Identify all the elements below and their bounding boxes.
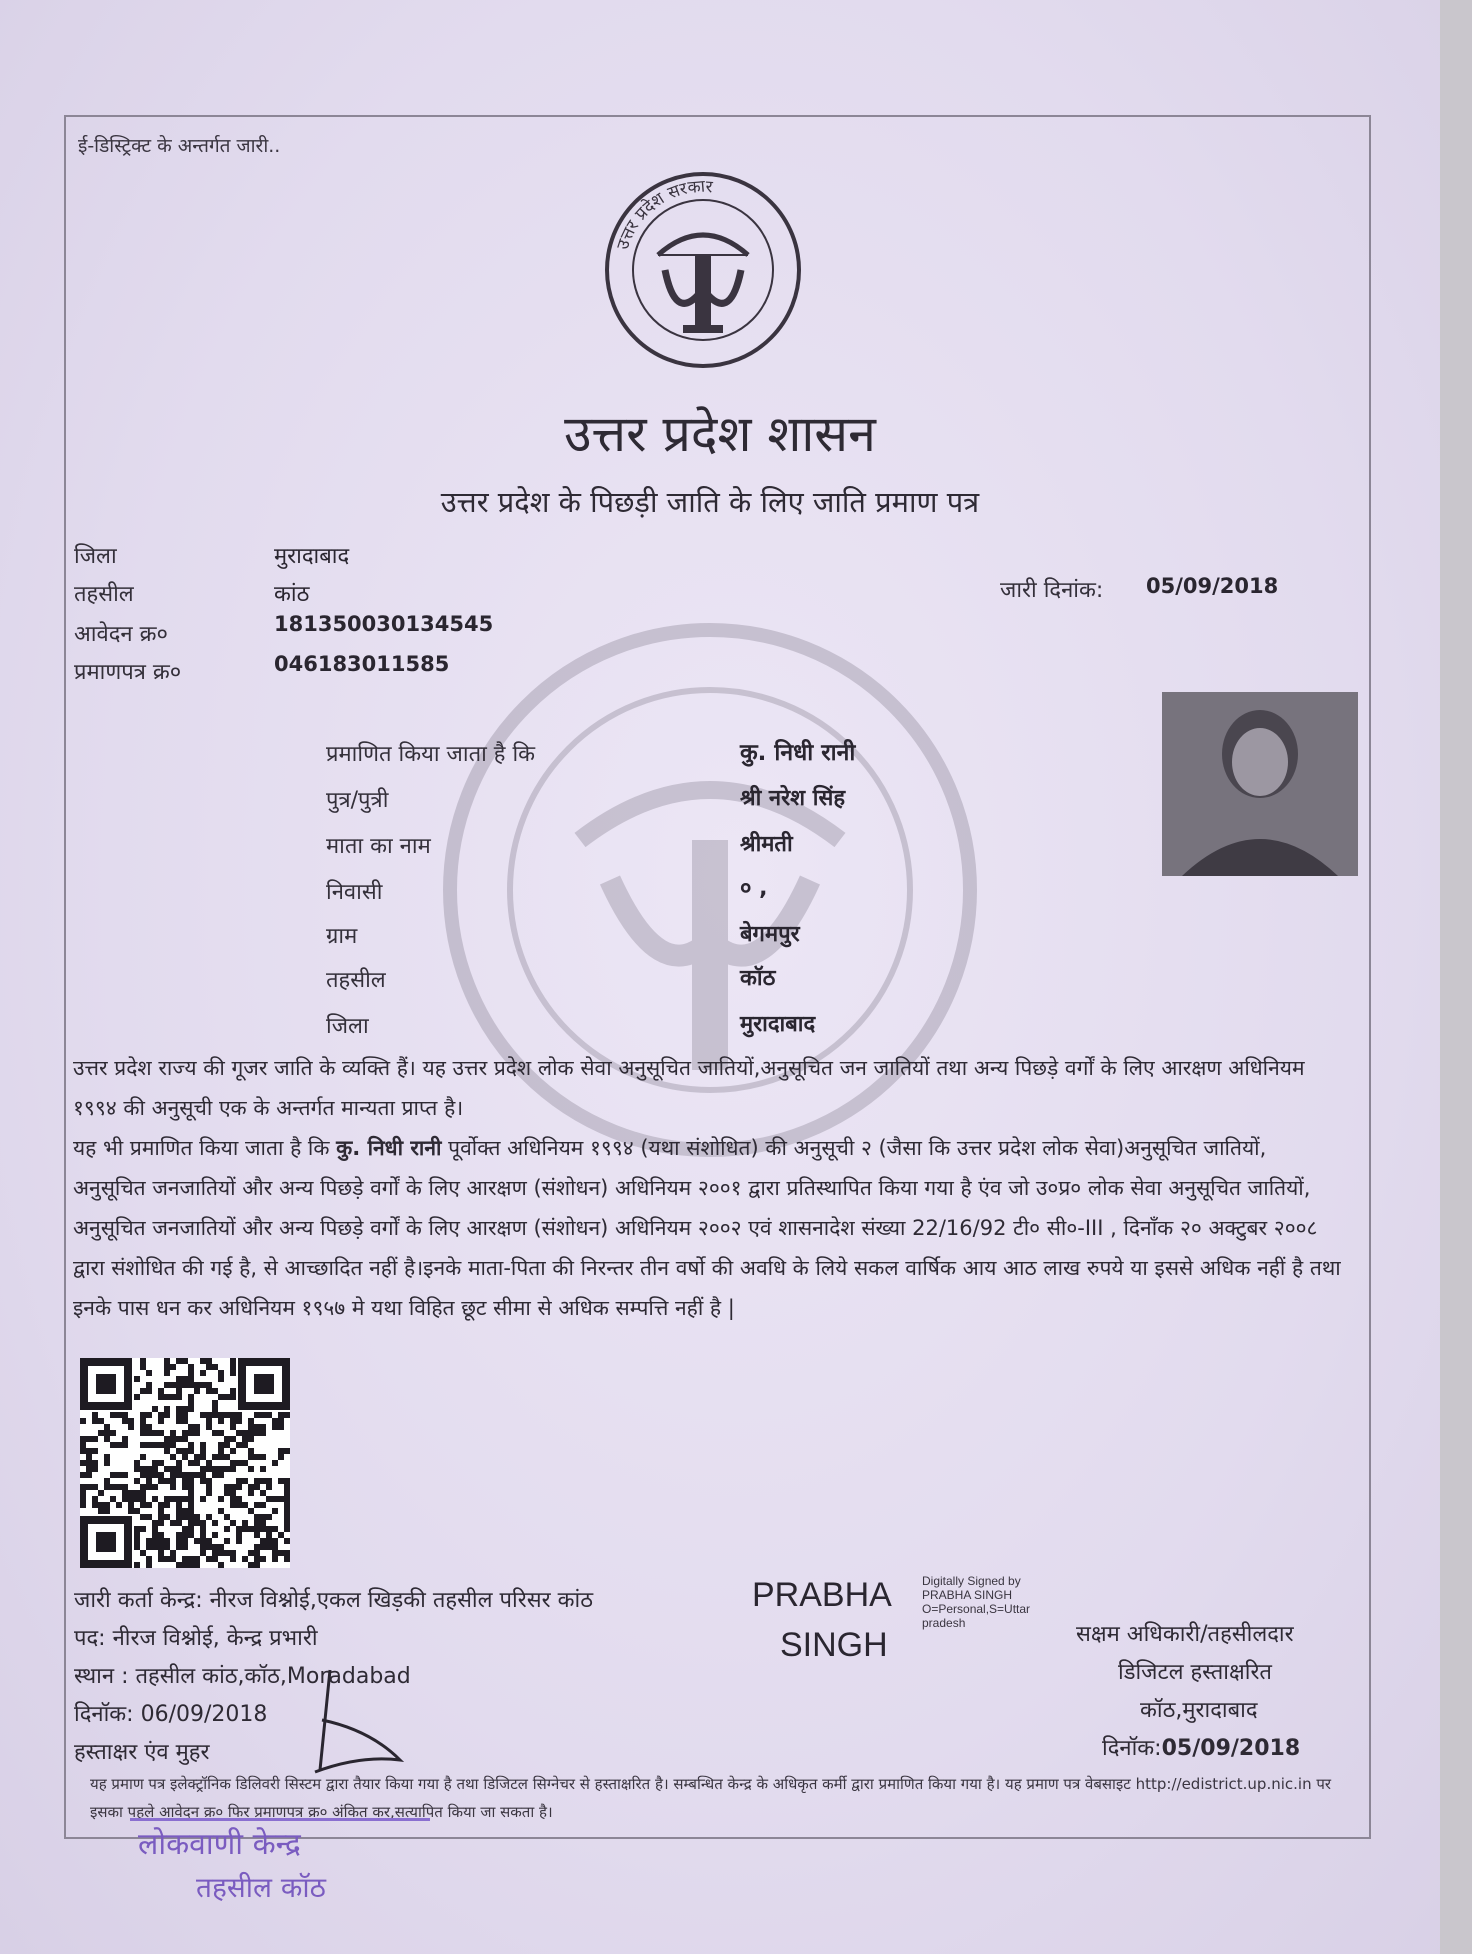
handwritten-signature [300, 1660, 410, 1780]
up-government-emblem-icon [603, 170, 803, 370]
detail-value-mother: श्रीमती [740, 832, 793, 857]
detail-label-district: जिला [326, 1014, 369, 1039]
detail-value-village: बेगमपुर [740, 922, 800, 947]
svg-text:उत्तर प्रदेश सरकार [613, 177, 714, 253]
emblem-arc-text: उत्तर प्रदेश सरकार [613, 176, 714, 253]
issue-date-label: जारी दिनांक: [1000, 578, 1104, 603]
issuer-post: पद: नीरज विश्नोई, केन्द्र प्रभारी [74, 1626, 318, 1651]
centre-issue-date: दिनॉक: 06/09/2018 [74, 1702, 268, 1727]
certificate-number-label: प्रमाणपत्र क्र० [74, 660, 182, 685]
digitally-signed-label: डिजिटल हस्ताक्षरित [1118, 1660, 1272, 1685]
detail-value-tehsil: कॉठ [740, 966, 776, 991]
scan-edge [1440, 0, 1472, 1954]
issuing-centre: जारी कर्ता केन्द्र: नीरज विश्नोई,एकल खिड़की तहसील परिसर कांठ [74, 1588, 593, 1613]
certificate-number: 046183011585 [274, 652, 450, 676]
digital-signature-details: Digitally Signed by PRABHA SINGH O=Personal,S=Uttar pradesh [922, 1574, 1031, 1630]
signer-name-line2: SINGH [780, 1626, 888, 1664]
authority-designation: सक्षम अधिकारी/तहसीलदार [1076, 1622, 1294, 1647]
verification-note: यह प्रमाण पत्र इलेक्ट्रॉनिक डिलिवरी सिस्टम द्वारा तैयार किया गया है तथा डिजिटल सिग्नेचर से हस्ताक्षरित है। सम्बन्धित केन्द्र के अधिकृत कर्मी द्वारा प्रमाणित किया गया है। यह प्रमाण पत्र वेबसाइट http://edistrict.up.nic.in पर इसका पहले आवेदन क्र० फिर प्रमाणपत्र क्र० अंकित कर,सत्यापित किया जा सकता है। [90, 1775, 1332, 1821]
header-note: ई-डिस्ट्रिक्ट के अन्तर्गत जारी.. [78, 135, 281, 157]
detail-label-certified: प्रमाणित किया जाता है कि [326, 742, 536, 767]
authority-date [1102, 1732, 1300, 1762]
detail-label-village: ग्राम [326, 924, 358, 949]
authority-location: कॉठ,मुरादाबाद [1140, 1698, 1258, 1723]
detail-label-tehsil: तहसील [326, 968, 386, 993]
detail-label-mother: माता का नाम [326, 834, 431, 859]
qr-code [80, 1358, 290, 1568]
district-label: जिला [74, 544, 117, 569]
signature-and-seal-label: हस्ताक्षर एंव मुहर [74, 1740, 210, 1765]
detail-value-district: मुरादाबाद [740, 1012, 816, 1037]
tehsil-label: तहसील [74, 582, 134, 607]
detail-value-name: कु. निधी रानी [740, 740, 856, 766]
authority-date-label: दिनॉक: [1102, 1736, 1162, 1761]
application-label: आवेदन क्र० [74, 622, 168, 647]
detail-label-son-daughter: पुत्र/पुत्री [326, 788, 389, 813]
application-number: 181350030134545 [274, 612, 494, 636]
detail-label-resident: निवासी [326, 880, 383, 905]
issue-place: स्थान : तहसील कांठ,कॉठ,Moradabad [74, 1664, 411, 1689]
tehsil-value: कांठ [274, 582, 310, 607]
stamp-line-2: तहसील कॉठ [196, 1871, 326, 1904]
district-value: मुरादाबाद [274, 544, 350, 569]
certificate-authority-title: उत्तर प्रदेश शासन [564, 405, 876, 463]
paragraph2-prefix: यह भी प्रमाणित किया जाता है कि [73, 1136, 330, 1160]
creamy-layer-paragraph [73, 1128, 1343, 1328]
paragraph2-body: पूर्वोक्त अधिनियम १९९४ (यथा संशोधित) की अनुसूची २ (जैसा कि उत्तर प्रदेश लोक सेवा)अनुसूचित जातियों, अनुसूचित जनजातियों और अन्य पिछड़े वर्गों के लिए आरक्षण (संशोधन) अधिनियम २००१ द्वारा प्रतिस्थापित किया गया है एंव जो उ०प्र० लोक सेवा अनुसूचित जातियों, अनुसूचित जनजातियों और अन्य पिछड़े वर्गों के लिए आरक्षण (संशोधन) अधिनियम २००२ एवं शासनादेश संख्या 22/16/92 टी० सी०-III , दिनाँक २० अक्टुबर २००८ द्वारा संशोधित की गई है, से आच्छादित नहीं है।इनके माता-पिता की निरन्तर तीन वर्षो की अवधि के लिये सकल वार्षिक आय आठ लाख रुपये या इससे अधिक नहीं है तथा इनके पास धन कर अधिनियम १९५७ मे यथा विहित छूट सीमा से अधिक सम्पत्ति नहीं है | [73, 1136, 1341, 1320]
paragraph2-name: कु. निधी रानी [336, 1136, 442, 1160]
applicant-photo [1162, 692, 1358, 876]
signer-name-line1: PRABHA [752, 1576, 892, 1614]
issue-date-value: 05/09/2018 [1146, 574, 1279, 598]
detail-value-father: श्री नरेश सिंह [740, 786, 846, 811]
detail-value-resident: ० , [740, 876, 768, 901]
stamp-line-1: लोकवाणी केन्द्र [138, 1827, 301, 1862]
certificate-subtitle: उत्तर प्रदेश के पिछड़ी जाति के लिए जाति प्रमाण पत्र [440, 485, 980, 519]
authority-date-value: 05/09/2018 [1161, 1736, 1301, 1761]
caste-declaration-paragraph: उत्तर प्रदेश राज्य की गूजर जाति के व्यक्ति हैं। यह उत्तर प्रदेश लोक सेवा अनुसूचित जातियों,अनुसूचित जन जातियों तथा अन्य पिछड़े वर्गों के लिए आरक्षण अधिनियम १९९४ की अनुसूची एक के अन्तर्गत मान्यता प्राप्त है। [73, 1056, 1305, 1120]
